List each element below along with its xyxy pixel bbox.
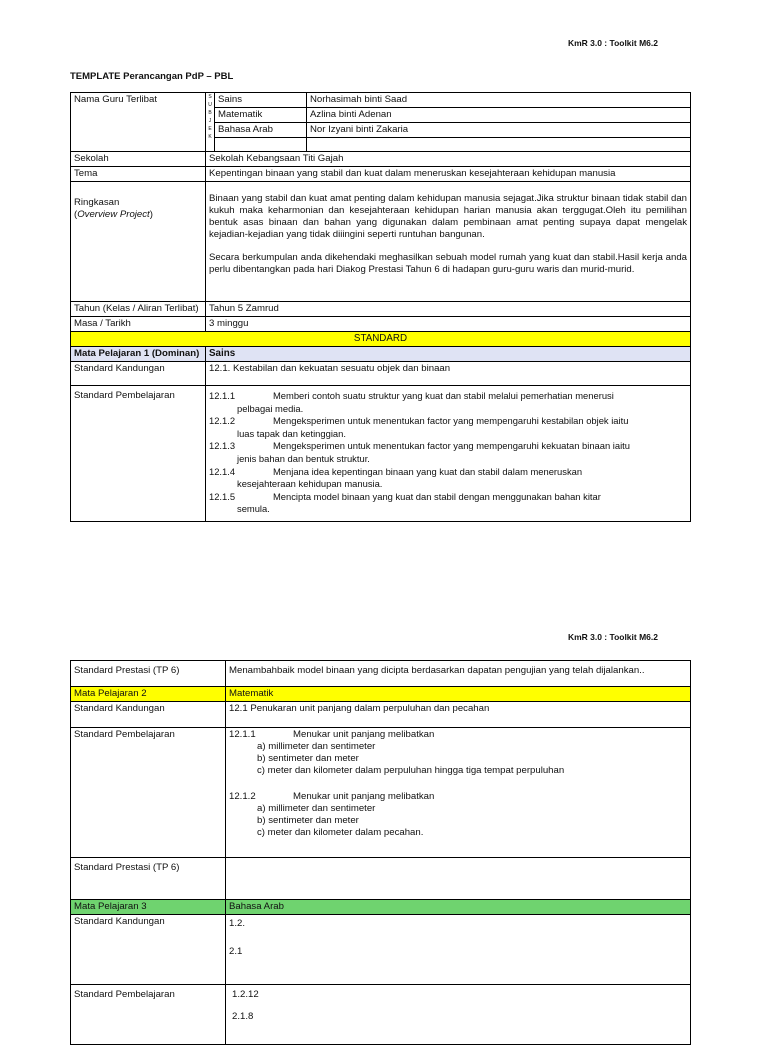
- sp2-sub-item: b) sentimeter dan meter: [257, 753, 359, 764]
- masa-label: Masa / Tarikh: [71, 317, 206, 332]
- sp1-item-continuation: kesejahteraan kehidupan manusia.: [237, 478, 383, 490]
- teacher-subject: [215, 138, 307, 152]
- masa-value: 3 minggu: [206, 317, 691, 332]
- sp2-item-title: Menukar unit panjang melibatkan: [293, 729, 435, 740]
- ringkasan-label: Ringkasan: [74, 197, 120, 208]
- sk3-value: [226, 915, 691, 985]
- sp1-list: [206, 386, 691, 522]
- document-title: TEMPLATE Perancangan PdP – PBL: [70, 71, 234, 82]
- sp1-item-text: Mengeksperimen untuk menentukan factor yang mempengaruhi kekuatan binaan iaitu: [273, 440, 630, 452]
- standard-header: STANDARD: [71, 332, 691, 347]
- sekolah-label: Sekolah: [71, 152, 206, 167]
- ringkasan-sublabel: Overview Project: [77, 209, 150, 220]
- ringkasan-paragraph-2: Secara berkumpulan anda dikehendaki meghasilkan sebuah model rumah yang kuat dan stabil.Hasil kerja anda perlu dibentangkan pada hari Diakog Prestasi Tahun 6 di hadapan guru-guru waris dan murid-murid.: [209, 252, 687, 275]
- mp1-label: Mata Pelajaran 1 (Dominan): [71, 347, 206, 362]
- sp2-sub-item: b) sentimeter dan meter: [257, 815, 359, 826]
- sk3-line: 1.2.: [229, 918, 246, 929]
- sp2-list: [226, 728, 691, 858]
- ringkasan-label-cell: Ringkasan (Overview Project): [71, 182, 206, 302]
- prestasi-label: Standard Prestasi (TP 6): [71, 661, 226, 687]
- subjek-letter: B: [208, 110, 212, 116]
- template-table-1: [70, 92, 691, 522]
- sp3-label: Standard Pembelajaran: [71, 985, 226, 1045]
- sp3-line: 2.1.8: [232, 1011, 254, 1022]
- mp2-value: Matematik: [226, 687, 691, 702]
- sp3-line: 1.2.12: [232, 989, 259, 1000]
- sp1-item-continuation: semula.: [237, 503, 270, 515]
- subjek-letter: K: [208, 134, 212, 140]
- sk3-line: 2.1: [229, 946, 243, 957]
- tema-value: Kepentingan binaan yang stabil dan kuat dalam meneruskan kesejahteraan kehidupan manusia: [206, 167, 691, 182]
- sekolah-value: Sekolah Kebangsaan Titi Gajah: [206, 152, 691, 167]
- subjek-letter: E: [208, 126, 212, 132]
- teacher-name: Azlina binti Adenan: [307, 108, 691, 123]
- sp1-item-text: Mengeksperimen untuk menentukan factor yang mempengaruhi kestabilan objek iaitu: [273, 415, 629, 427]
- teacher-name: [307, 138, 691, 152]
- prestasi-value: Menambahbaik model binaan yang dicipta berdasarkan dapatan pengujian yang telah dijalankan..: [226, 661, 691, 687]
- sp1-item: [209, 415, 687, 440]
- teacher-subject: Bahasa Arab: [215, 123, 307, 138]
- sp1-item: [209, 390, 687, 415]
- sp2-item-number: 12.1.1: [229, 729, 256, 740]
- sp1-item: [209, 466, 687, 491]
- sp1-item-number: 12.1.5: [209, 490, 236, 502]
- teacher-subject: Matematik: [215, 108, 307, 123]
- sk2-label: Standard Kandungan: [71, 702, 226, 728]
- sp1-item: [209, 491, 687, 516]
- subjek-letter: U: [208, 102, 212, 108]
- tahun-value: Tahun 5 Zamrud: [206, 302, 691, 317]
- mp1-value: Sains: [206, 347, 691, 362]
- sp2-item-number: 12.1.2: [229, 791, 256, 802]
- teacher-name: Nor Izyani binti Zakaria: [307, 123, 691, 138]
- sk1-label: Standard Kandungan: [71, 362, 206, 386]
- tahun-label: Tahun (Kelas / Aliran Terlibat): [71, 302, 206, 317]
- sp1-item-text: Memberi contoh suatu struktur yang kuat dan stabil melalui pemerhatian menerusi: [273, 390, 614, 401]
- guru-label: Nama Guru Terlibat: [71, 93, 206, 152]
- page-header-2: KmR 3.0 : Toolkit M6.2: [567, 632, 658, 642]
- sp2-item-title: Menukar unit panjang melibatkan: [293, 791, 435, 802]
- sp1-label: Standard Pembelajaran: [71, 386, 206, 522]
- sp1-item-number: 12.1.1: [209, 390, 236, 401]
- sp1-item-continuation: luas tapak dan ketinggian.: [237, 427, 346, 439]
- teacher-subject: Sains: [215, 93, 307, 108]
- mp3-value: Bahasa Arab: [226, 900, 691, 915]
- sp1-item: [209, 440, 687, 465]
- sp1-item-number: 12.1.4: [209, 465, 236, 477]
- sp1-item-number: 12.1.3: [209, 440, 236, 452]
- sk1-value: 12.1. Kestabilan dan kekuatan sesuatu objek dan binaan: [206, 362, 691, 386]
- sp2-sub-item: a) millimeter dan sentimeter: [257, 803, 376, 814]
- ringkasan-value: [206, 182, 691, 302]
- sp1-item-text: Menjana idea kepentingan binaan yang kuat dan stabil dalam meneruskan: [273, 465, 583, 477]
- sp3-value: [226, 985, 691, 1045]
- ringkasan-paragraph-1: Binaan yang stabil dan kuat amat penting dalam kehidupan manusia sejagat.Jika struktur binaan tidak stabil dan kukuh maka keharmonian dan kesejahteraan kehidupan harian manusia akan terggugat.Oleh itu pemilihan bentuk asas binaan dan bahan yang digunakan dalam pembinaan amat penting supaya dapat mengelak kejadian-kejadian yang tidak diiingini seperti runtuhan bangunan.: [209, 193, 687, 240]
- sp2-sub-item: c) meter dan kilometer dalam pecahan.: [257, 827, 424, 838]
- prestasi2-value: [226, 858, 691, 900]
- template-table-2: [70, 660, 691, 1045]
- sp1-item-text: Mencipta model binaan yang kuat dan stabil dengan menggunakan bahan kitar: [273, 490, 601, 502]
- subjek-letter: J: [208, 118, 212, 124]
- sp1-item-number: 12.1.2: [209, 415, 236, 427]
- sp2-item: [229, 729, 687, 777]
- subjek-vertical-label: [206, 93, 215, 152]
- teacher-name: Norhasimah binti Saad: [307, 93, 691, 108]
- sk3-label: Standard Kandungan: [71, 915, 226, 985]
- sp1-item-continuation: pelbagai media.: [237, 402, 304, 414]
- mp3-label: Mata Pelajaran 3: [71, 900, 226, 915]
- subjek-letter: S: [208, 94, 212, 100]
- sp2-sub-item: c) meter dan kilometer dalam perpuluhan hingga tiga tempat perpuluhan: [257, 765, 565, 776]
- page-header: KmR 3.0 : Toolkit M6.2: [567, 38, 658, 48]
- tema-label: Tema: [71, 167, 206, 182]
- sp2-item: [229, 791, 687, 839]
- sk2-value: 12.1 Penukaran unit panjang dalam perpuluhan dan pecahan: [226, 702, 691, 728]
- sp2-sub-item: a) millimeter dan sentimeter: [257, 741, 376, 752]
- sp2-label: Standard Pembelajaran: [71, 728, 226, 858]
- sp1-item-continuation: jenis bahan dan bentuk struktur.: [237, 452, 370, 464]
- mp2-label: Mata Pelajaran 2: [71, 687, 226, 702]
- prestasi2-label: Standard Prestasi (TP 6): [71, 858, 226, 900]
